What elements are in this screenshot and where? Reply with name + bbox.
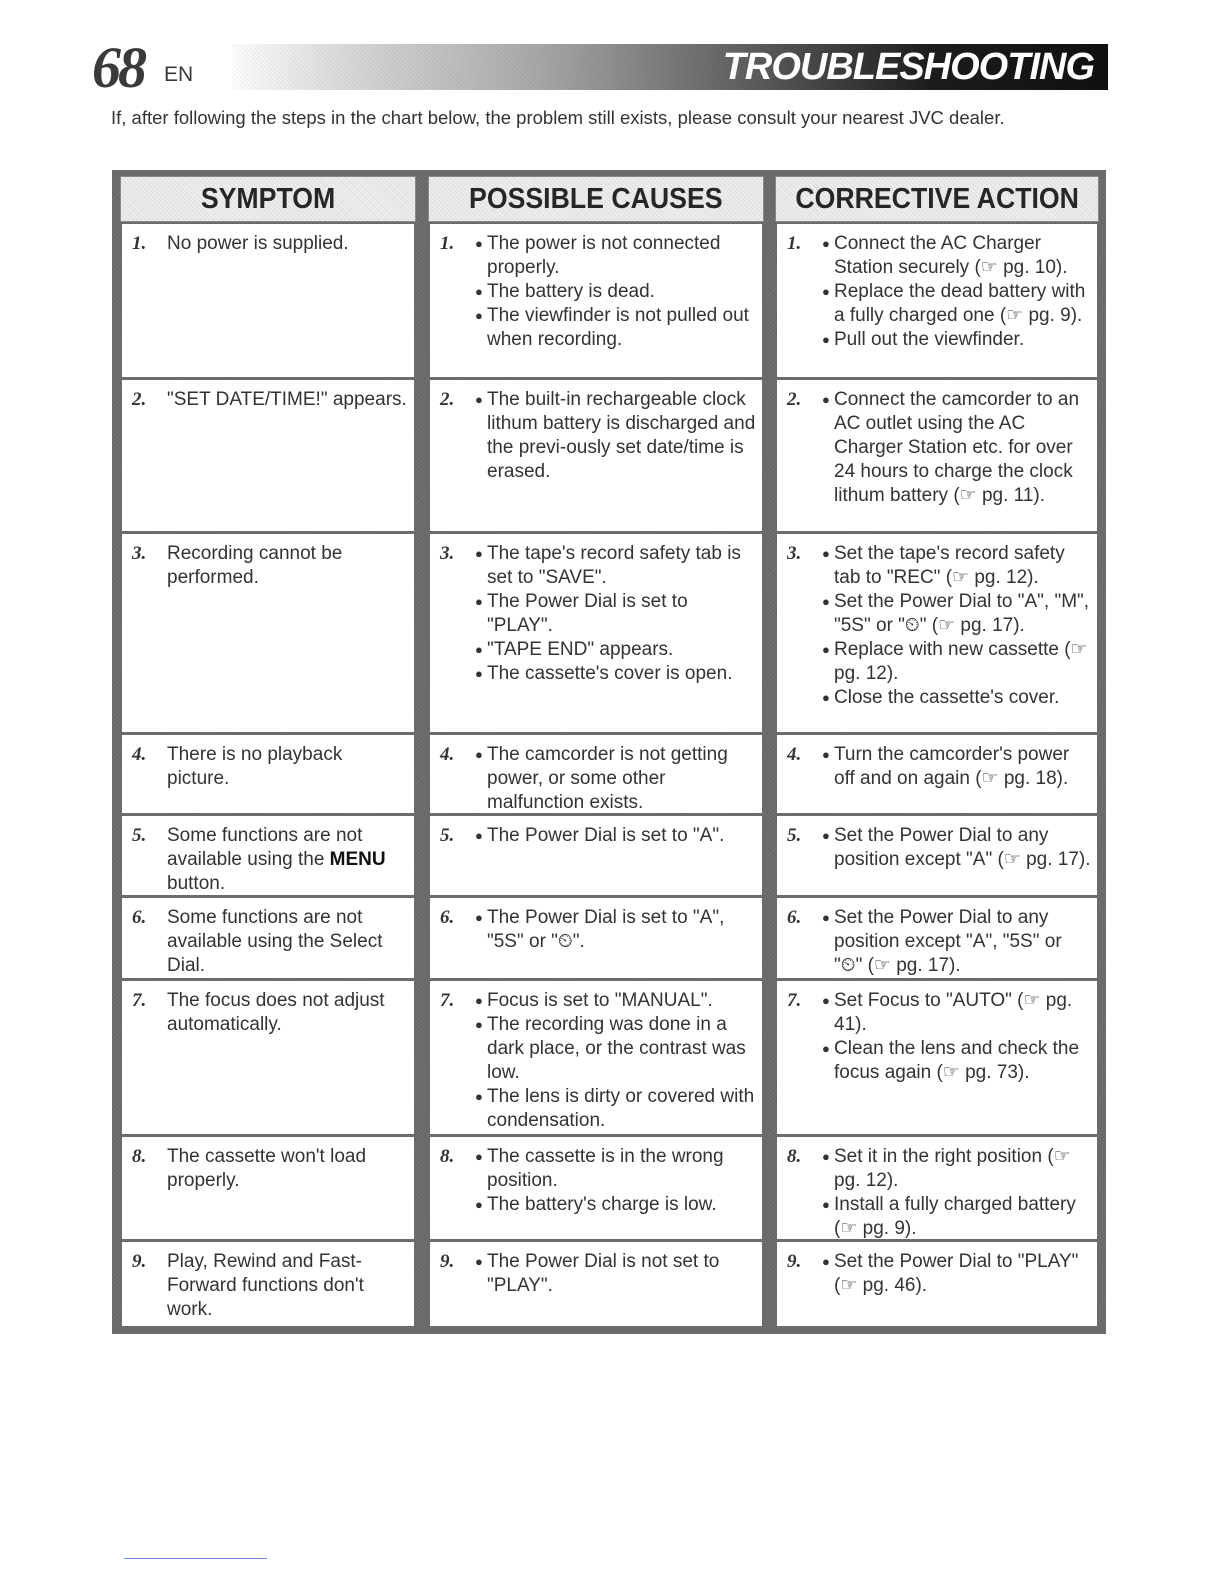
row-number: 4. (132, 744, 147, 765)
action-cell: 3. ● Set the tape's record safety tab to "REC" (☞ pg. 12). ● Set the Power Dial to "A", "M", "5S" or "⏲" (☞ pg. 17). ● Replace with new cassette (☞ pg. 12). ● Close the cassette's cover. (777, 534, 1097, 732)
action-item: Set the Power Dial to "A", "M", "5S" or "⏲" (☞ pg. 17). (834, 591, 1090, 636)
header-causes (428, 176, 764, 222)
cause-item: The Power Dial is set to "A". (487, 825, 725, 846)
page-language: EN (164, 63, 194, 86)
symptom-text: Some functions are not available using the Select Dial. (167, 907, 383, 976)
title-banner (232, 44, 1108, 90)
menu-button-label: MENU (329, 849, 386, 870)
header-symptom-label: SYMPTOM (200, 182, 336, 215)
causes-cell: 8. ● The cassette is in the wrong position. ● The battery's charge is low. (430, 1137, 762, 1239)
row-number: 5. (440, 825, 455, 846)
symptom-cell (122, 735, 414, 813)
symptom-text: There is no playback picture. (167, 744, 343, 789)
header-causes-label: POSSIBLE CAUSES (469, 182, 723, 215)
row-number: 7. (787, 990, 802, 1011)
action-item: Set the Power Dial to any position except "A", "5S" or "⏲" (☞ pg. 17). (834, 907, 1062, 976)
header-symptom (120, 176, 416, 222)
action-cell: 2. ● Connect the camcorder to an AC outlet using the AC Charger Station etc. for over 24 hours to charge the clock lithum battery (☞ pg. 11). (777, 380, 1097, 531)
cause-item: The battery's charge is low. (487, 1194, 717, 1215)
row-number: 3. (132, 543, 147, 564)
row-number: 8. (440, 1146, 455, 1167)
symptom-cell (122, 981, 414, 1134)
intro-text: If, after following the steps in the chart below, the problem still exists, please consult your nearest JVC dealer. (111, 107, 1005, 128)
cause-item: The tape's record safety tab is set to "SAVE". (487, 543, 741, 588)
row-number: 1. (132, 233, 147, 254)
row-number: 7. (132, 990, 147, 1011)
header-action-label: CORRECTIVE ACTION (795, 182, 1079, 215)
symptom-text: The focus does not adjust automatically. (167, 990, 385, 1035)
row-number: 5. (132, 825, 147, 846)
causes-cell: 5. ● The Power Dial is set to "A". (430, 816, 762, 895)
causes-cell: 2. ● The built-in rechargeable clock lithum battery is discharged and the previ-ously set date/time is erased. (430, 380, 762, 531)
symptom-text: The cassette won't load properly. (167, 1146, 367, 1191)
action-item: Replace with new cassette (☞ pg. 12). (834, 639, 1088, 684)
cause-item: "TAPE END" appears. (487, 639, 674, 660)
row-number: 3. (787, 543, 802, 564)
causes-cell: 7. ● Focus is set to "MANUAL". ● The recording was done in a dark place, or the contrast was low. ● The lens is dirty or covered with condensation. (430, 981, 762, 1134)
page-number: 68 (92, 35, 144, 100)
row-number: 2. (440, 389, 455, 410)
cause-item: The cassette is in the wrong position. (487, 1146, 724, 1191)
cause-item: Focus is set to "MANUAL". (487, 990, 713, 1011)
row-number: 7. (440, 990, 455, 1011)
action-item: Pull out the viewfinder. (834, 329, 1025, 350)
cause-item: The Power Dial is set to "PLAY". (487, 591, 688, 636)
action-item: Set the tape's record safety tab to "REC" (☞ pg. 12). (834, 543, 1065, 588)
cause-item: The battery is dead. (487, 281, 655, 302)
troubleshooting-table (112, 170, 1106, 1334)
action-item: Replace the dead battery with a fully charged one (☞ pg. 9). (834, 281, 1086, 326)
cause-item: The built-in rechargeable clock lithum battery is discharged and the previ-ously set date/time is erased. (487, 389, 756, 482)
action-item: Set it in the right position (☞ pg. 12). (834, 1146, 1071, 1191)
action-cell: 5. ● Set the Power Dial to any position except "A" (☞ pg. 17). (777, 816, 1097, 895)
action-cell: 8. ● Set it in the right position (☞ pg. 12). ● Install a fully charged battery (☞ pg. 9). (777, 1137, 1097, 1239)
symptom-text: Play, Rewind and Fast-Forward functions don't work. (167, 1251, 364, 1320)
action-item: Set the Power Dial to "PLAY" (☞ pg. 46). (834, 1251, 1079, 1296)
cause-item: The recording was done in a dark place, or the contrast was low. (487, 1014, 746, 1083)
page-title: TROUBLESHOOTING (722, 46, 1094, 88)
causes-cell: 4. ● The camcorder is not getting power, or some other malfunction exists. (430, 735, 762, 813)
causes-cell: 6. ● The Power Dial is set to "A", "5S" or "⏲". (430, 898, 762, 978)
cause-item: The cassette's cover is open. (487, 663, 733, 684)
symptom-text: "SET DATE/TIME!" appears. (167, 389, 407, 410)
footer-rule (124, 1558, 267, 1559)
symptom-cell (122, 224, 414, 377)
symptom-text-end: button. (167, 873, 226, 894)
cause-item: The viewfinder is not pulled out when recording. (487, 305, 749, 350)
header-action (775, 176, 1099, 222)
row-number: 4. (787, 744, 802, 765)
symptom-cell (122, 898, 414, 978)
symptom-cell (122, 1242, 414, 1326)
action-item: Turn the camcorder's power off and on again (☞ pg. 18). (834, 744, 1070, 789)
action-item: Connect the AC Charger Station securely (☞ pg. 10). (834, 233, 1068, 278)
cause-item: The Power Dial is set to "A", "5S" or "⏲". (487, 907, 725, 952)
row-number: 9. (787, 1251, 802, 1272)
action-cell: 1. ● Connect the AC Charger Station securely (☞ pg. 10). ● Replace the dead battery with a fully charged one (☞ pg. 9). ● Pull out the viewfinder. (777, 224, 1097, 377)
cause-item: The lens is dirty or covered with condensation. (487, 1086, 755, 1131)
symptom-cell (122, 380, 414, 531)
cause-item: The Power Dial is not set to "PLAY". (487, 1251, 720, 1296)
row-number: 2. (132, 389, 147, 410)
causes-cell: 9. ● The Power Dial is not set to "PLAY". (430, 1242, 762, 1326)
row-number: 9. (440, 1251, 455, 1272)
action-item: Close the cassette's cover. (834, 687, 1060, 708)
cause-item: The camcorder is not getting power, or some other malfunction exists. (487, 744, 728, 813)
action-item: Connect the camcorder to an AC outlet using the AC Charger Station etc. for over 24 hours to charge the clock lithum battery (☞ pg. 11). (834, 389, 1080, 506)
symptom-cell (122, 1137, 414, 1239)
action-cell: 4. ● Turn the camcorder's power off and on again (☞ pg. 18). (777, 735, 1097, 813)
row-number: 8. (132, 1146, 147, 1167)
row-number: 3. (440, 543, 455, 564)
action-cell: 9. ● Set the Power Dial to "PLAY" (☞ pg. 46). (777, 1242, 1097, 1326)
action-item: Set the Power Dial to any position except "A" (☞ pg. 17). (834, 825, 1091, 870)
action-item: Set Focus to "AUTO" (☞ pg. 41). (834, 990, 1073, 1035)
row-number: 6. (440, 907, 455, 928)
row-number: 6. (132, 907, 147, 928)
row-number: 4. (440, 744, 455, 765)
action-item: Install a fully charged battery (☞ pg. 9). (834, 1194, 1076, 1239)
row-number: 5. (787, 825, 802, 846)
row-number: 2. (787, 389, 802, 410)
row-number: 1. (787, 233, 802, 254)
action-item: Clean the lens and check the focus again (☞ pg. 73). (834, 1038, 1080, 1083)
row-number: 9. (132, 1251, 147, 1272)
row-number: 6. (787, 907, 802, 928)
cause-item: The power is not connected properly. (487, 233, 721, 278)
symptom-text: Recording cannot be performed. (167, 543, 343, 588)
row-number: 8. (787, 1146, 802, 1167)
causes-cell: 1. ● The power is not connected properly. ● The battery is dead. ● The viewfinder is not pulled out when recording. (430, 224, 762, 377)
action-cell: 7. ● Set Focus to "AUTO" (☞ pg. 41). ● Clean the lens and check the focus again (☞ pg. 73). (777, 981, 1097, 1134)
action-cell: 6. ● Set the Power Dial to any position except "A", "5S" or "⏲" (☞ pg. 17). (777, 898, 1097, 978)
symptom-cell (122, 534, 414, 732)
symptom-text: No power is supplied. (167, 233, 349, 254)
symptom-cell (122, 816, 414, 895)
causes-cell: 3. ● The tape's record safety tab is set to "SAVE". ● The Power Dial is set to "PLAY". ● "TAPE END" appears. ● The cassette's cover is open. (430, 534, 762, 732)
symptom-text: Some functions are not available using the (167, 825, 363, 870)
row-number: 1. (440, 233, 455, 254)
